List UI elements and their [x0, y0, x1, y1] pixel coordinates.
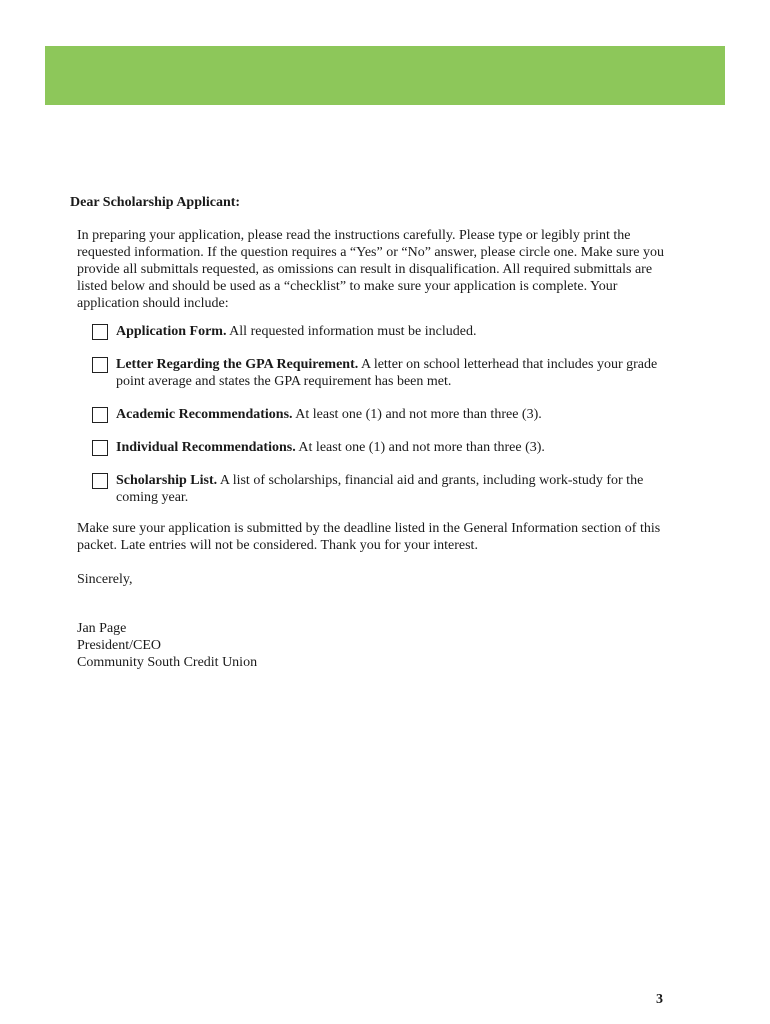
signer-name: Jan Page [77, 621, 127, 636]
salutation: Dear Scholarship Applicant: [70, 195, 241, 210]
header-banner [45, 46, 725, 105]
checklist-item-text: At least one (1) and not more than three (3). [292, 407, 542, 422]
signature-block [77, 620, 257, 671]
checkbox[interactable] [92, 324, 108, 340]
checklist-item-text: At least one (1) and not more than three (3). [295, 440, 545, 455]
signer-title: President/CEO [77, 638, 161, 653]
checklist-item-text: All requested information must be included. [226, 324, 477, 339]
checkbox[interactable] [92, 473, 108, 489]
checklist-item-title: Application Form. [116, 324, 227, 339]
intro-paragraph: In preparing your application, please read the instructions carefully. Please type or legibly print the requested information. If the question requires a “Yes” or “No” answer, please circle one. Make sure you provide all submittals requested, as omissions can result in disqualification. All required submittals are listed below and should be used as a “checklist” to make sure your application is complete. Your application should include: [77, 228, 664, 311]
page-number: 3 [656, 992, 663, 1007]
closing-paragraph: Make sure your application is submitted by the deadline listed in the General Information section of this packet. Late entries will not be considered. Thank you for your interest. [77, 521, 661, 553]
valediction: Sincerely, [77, 572, 133, 587]
checklist-item-application-form [92, 323, 662, 340]
signer-organization: Community South Credit Union [77, 655, 258, 670]
checklist-item-text: A letter on school letterhead that includes your grade point average and states the GPA requirement has been met. [116, 357, 658, 389]
checklist-item-gpa-letter [92, 356, 662, 390]
checkbox[interactable] [92, 440, 108, 456]
checklist-item-text: A list of scholarships, financial aid and grants, including work-study for the coming year. [116, 473, 644, 505]
checklist-item-title: Letter Regarding the GPA Requirement. [116, 357, 359, 372]
checkbox[interactable] [92, 407, 108, 423]
checklist-item-title: Scholarship List. [116, 473, 218, 488]
checkbox[interactable] [92, 357, 108, 373]
checklist-item-academic-recommendations [92, 406, 662, 423]
checklist-item-title: Individual Recommendations. [116, 440, 296, 455]
checklist-item-title: Academic Recommendations. [116, 407, 293, 422]
checklist-item-individual-recommendations [92, 439, 662, 456]
checklist-item-scholarship-list [92, 472, 662, 506]
submittal-checklist [92, 323, 662, 506]
